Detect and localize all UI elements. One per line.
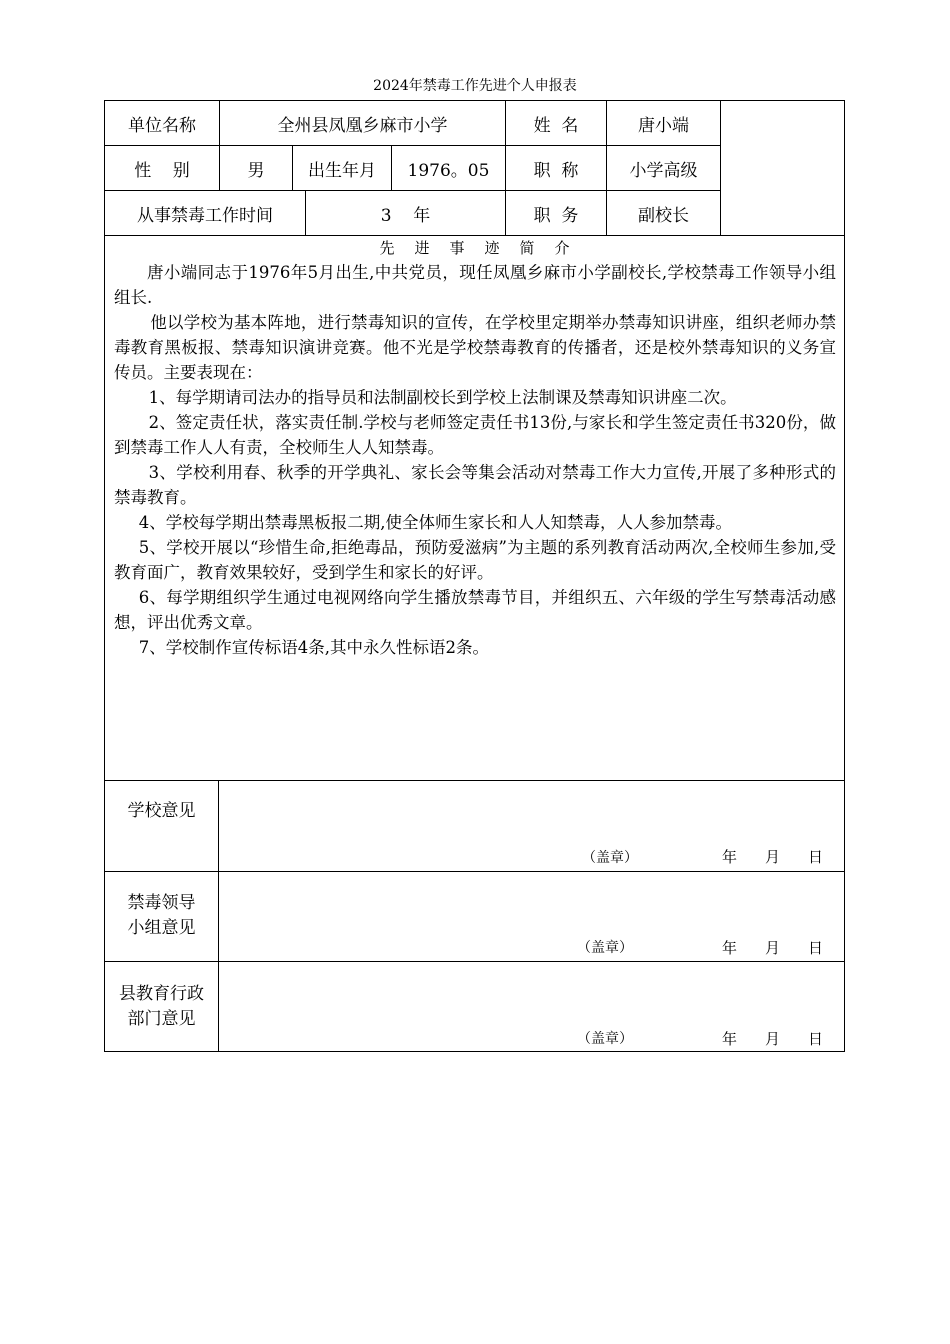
seal-note: （盖章） [577,940,633,956]
opinion-label-line: 学校意见 [127,800,196,821]
date-year: 年 [722,848,738,866]
column-divider [218,780,219,1052]
table-border-bottom [104,1051,845,1052]
row-divider [104,961,845,962]
date-blanks [722,1030,823,1048]
drug-control-group-opinion-label [105,889,218,943]
deeds-paragraph: 7、学校制作宣传标语4条,其中永久性标语2条。 [138,638,489,657]
unit-name-value: 全州县凤凰乡麻市小学 [277,115,448,136]
row-divider [104,235,845,236]
deeds-paragraph: 5、学校开展以“珍惜生命,拒绝毒品，预防爱滋病”为主题的系列教育活动两次,全校师生参加,受教育面广，教育效果较好，受到学生和家长的好评。 [114,538,836,582]
date-year: 年 [722,939,738,957]
deeds-paragraph: 3、学校利用春、秋季的开学典礼、家长会等集会活动对禁毒工作大力宣传,开展了多种形式的禁毒教育。 [114,463,836,507]
application-form-table [104,100,845,1052]
date-month: 月 [765,939,781,957]
deeds-heading-char: 简 [519,239,535,257]
education-dept-opinion-label [105,980,218,1034]
date-blanks [722,939,823,957]
deeds-heading [104,238,845,258]
deeds-paragraph: 他以学校为基本阵地，进行禁毒知识的宣传，在学校里定期举办禁毒知识讲座，组织老师办禁毒教育黑板报、禁毒知识演讲竞赛。他不光是学校禁毒教育的传播者，还是校外禁毒知识的义务宣传员。主要表现在： [114,313,836,382]
opinion-label-line: 县教育行政 [119,984,204,1004]
unit-name-label: 单位名称 [128,115,196,136]
title-value: 小学高级 [629,160,698,181]
work-years-value: 3 年 [380,205,431,226]
birth-value: 1976。05 [407,160,490,181]
birth-label: 出生年月 [308,160,376,181]
name-label: 姓 名 [533,115,579,136]
deeds-heading-char: 先 [379,239,395,257]
deeds-paragraph: 6、每学期组织学生通过电视网络向学生播放禁毒节目，并组织五、六年级的学生写禁毒活动感想，评出优秀文章。 [114,588,836,632]
name-value: 唐小端 [638,115,689,136]
deeds-paragraph: 1、每学期请司法办的指导员和法制副校长到学校上法制课及禁毒知识讲座二次。 [148,388,737,407]
date-month: 月 [765,848,781,866]
row-divider [104,780,845,781]
date-day: 日 [808,1030,824,1048]
post-label: 职 务 [533,205,579,226]
deeds-paragraph: 2、签定责任状，落实责任制.学校与老师签定责任书13份,与家长和学生签定责任书320份，做到禁毒工作人人有责，全校师生人人知禁毒。 [114,413,836,457]
seal-note: （盖章） [582,850,638,866]
date-blanks [722,848,823,866]
opinion-label-line: 部门意见 [127,1009,196,1029]
deeds-heading-char: 迹 [484,239,500,257]
title-label: 职 称 [533,160,579,181]
post-value: 副校长 [638,205,689,226]
school-opinion-label [105,796,218,826]
date-day: 日 [808,939,824,957]
gender-value: 男 [247,160,265,181]
work-years-label: 从事禁毒工作时间 [137,205,273,226]
deeds-body [114,260,836,660]
row-divider [104,871,845,872]
form-title: 2024年禁毒工作先进个人申报表 [373,78,577,94]
column-divider [720,100,721,235]
opinion-label-line: 禁毒领导 [127,893,196,913]
seal-note: （盖章） [577,1031,633,1047]
deeds-heading-char: 介 [554,239,570,257]
opinion-label-line: 小组意见 [127,918,196,938]
date-month: 月 [765,1030,781,1048]
date-day: 日 [808,848,824,866]
deeds-heading-char: 事 [449,239,465,257]
date-year: 年 [722,1030,738,1048]
deeds-paragraph: 唐小端同志于1976年5月出生,中共党员，现任凤凰乡麻市小学副校长,学校禁毒工作领导小组组长. [114,263,836,307]
deeds-paragraph: 4、学校每学期出禁毒黑板报二期,使全体师生家长和人人知禁毒，人人参加禁毒。 [138,513,732,532]
gender-label: 性 别 [134,160,190,181]
deeds-heading-char: 进 [414,239,430,257]
